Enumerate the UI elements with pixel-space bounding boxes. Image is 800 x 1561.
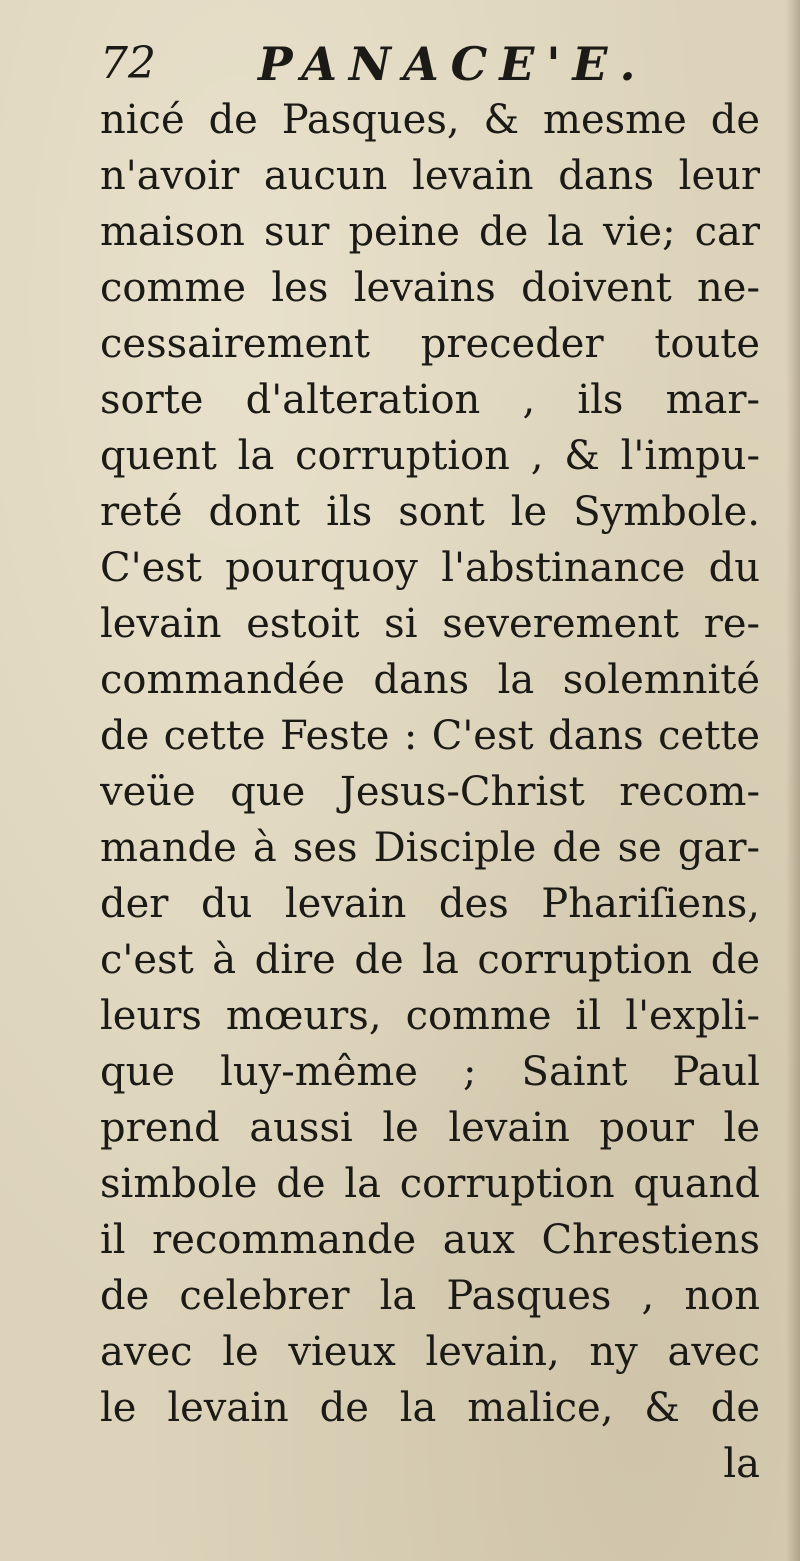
- text-line: que luy-même ; Saint Paul: [100, 1049, 760, 1095]
- text-line: reté dont ils sont le Symbole.: [100, 489, 760, 535]
- text-line: avec le vieux levain, ny avec: [100, 1329, 760, 1375]
- text-line: quent la corruption , & l'impu-: [100, 433, 760, 479]
- text-line: levain estoit si severement re-: [100, 601, 760, 647]
- text-line: de cette Feste : C'est dans cette: [100, 713, 760, 759]
- text-line: le levain de la malice, & de: [100, 1385, 760, 1431]
- text-line: mande à ses Disciple de se gar-: [100, 825, 760, 871]
- page-number: 72: [100, 38, 156, 89]
- text-line: il recommande aux Chrestiens: [100, 1217, 760, 1263]
- text-line: der du levain des Phariſiens,: [100, 881, 760, 927]
- text-line: nicé de Pasques, & mesme de: [100, 97, 760, 143]
- running-title: PANACE'E.: [258, 37, 648, 91]
- text-line: sorte d'alteration , ils mar-: [100, 377, 760, 423]
- text-line: commandée dans la solemnité: [100, 657, 760, 703]
- text-line: c'est à dire de la corruption de: [100, 937, 760, 983]
- text-line: cessairement preceder toute: [100, 321, 760, 367]
- text-line: de celebrer la Pasques , non: [100, 1273, 760, 1319]
- text-line: simbole de la corruption quand: [100, 1161, 760, 1207]
- catchword: la: [723, 1441, 760, 1487]
- text-line: n'avoir aucun levain dans leur: [100, 153, 760, 199]
- text-line: comme les levains doivent ne-: [100, 265, 760, 311]
- text-line: leurs mœurs, comme il l'expli-: [100, 993, 760, 1039]
- text-line: veüe que Jesus-Christ recom-: [100, 769, 760, 815]
- page-header: [100, 36, 760, 92]
- text-line: C'est pourquoy l'abstinance du: [100, 545, 760, 591]
- text-line: maison sur peine de la vie; car: [100, 209, 760, 255]
- body-text: [100, 92, 760, 1492]
- page-edge-shadow: [786, 0, 800, 1561]
- text-line: prend aussi le levain pour le: [100, 1105, 760, 1151]
